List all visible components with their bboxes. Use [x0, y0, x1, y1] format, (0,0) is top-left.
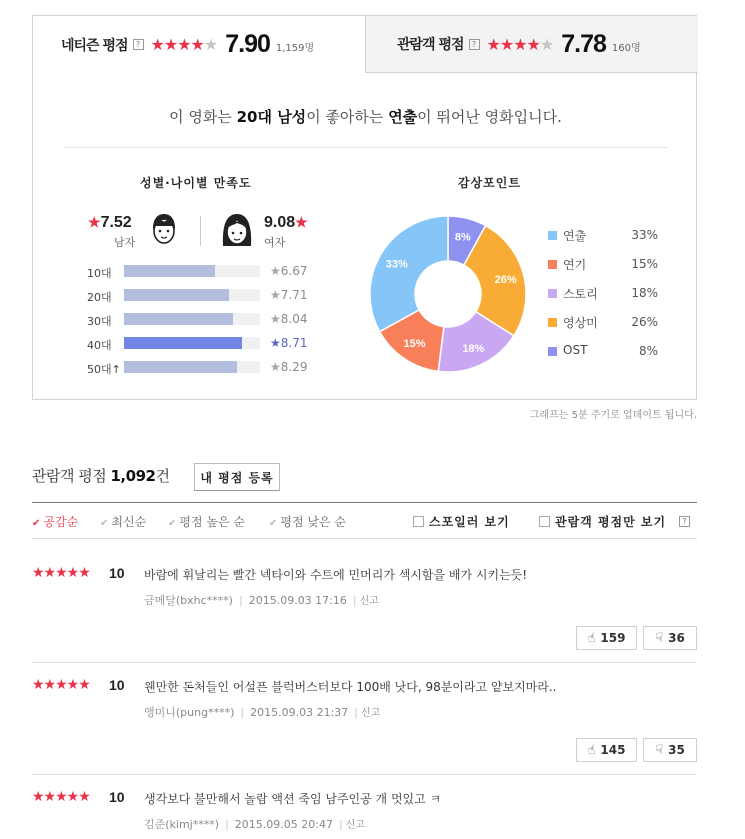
sort-by-score-low[interactable]: ✔ 평점 낮은 순	[269, 515, 346, 529]
age-score-value: 6.67	[280, 264, 308, 278]
age-bar	[124, 361, 237, 373]
legend-value: 18%	[631, 286, 658, 300]
age-label: 10대	[87, 267, 112, 280]
divider	[63, 147, 668, 148]
legend-item	[548, 342, 658, 360]
divider: |	[225, 818, 229, 831]
legend-label: 연기	[563, 258, 587, 272]
like-button[interactable]	[576, 738, 637, 762]
age-bar	[124, 337, 242, 349]
like-count: 145	[600, 742, 626, 757]
donut-slice-label: 8%	[454, 231, 471, 244]
legend-item	[548, 284, 658, 302]
review-stars: ★★★★★	[32, 789, 90, 805]
sort-bar	[32, 502, 697, 539]
age-bar-track	[124, 313, 260, 325]
review-date: 2015.09.03 17:16	[248, 594, 347, 607]
age-score-value: 8.04	[280, 312, 308, 326]
tab-label: 관람객 평점	[397, 37, 464, 53]
like-button[interactable]	[576, 626, 637, 650]
rating-score: 7.90	[225, 30, 270, 58]
check-icon: ✔	[32, 518, 41, 529]
update-note: 그래프는 5분 주기로 업데이트 됩니다.	[529, 410, 697, 421]
age-bar-track	[124, 361, 260, 373]
review-author[interactable]: 김준(kimj****)	[144, 818, 220, 831]
donut-slice-label: 26%	[494, 274, 517, 287]
legend-label: 영상미	[563, 316, 598, 330]
age-bar-row	[87, 311, 327, 327]
donut-slice-label: 18%	[462, 342, 485, 355]
thumbs-down-icon: ☟	[655, 742, 664, 758]
report-link[interactable]: 신고	[359, 596, 379, 607]
help-icon[interactable]: ?	[133, 39, 144, 50]
age-score	[270, 312, 307, 326]
viewing-points-donut-chart	[368, 214, 528, 374]
female-score: 9.08★	[264, 214, 308, 231]
rating-stars: ★★★★★	[150, 35, 218, 54]
age-score	[270, 360, 307, 374]
review-date: 2015.09.05 20:47	[234, 818, 333, 831]
review-item	[32, 775, 697, 839]
review-stars: ★★★★★	[32, 565, 90, 581]
divider: |	[240, 706, 245, 719]
age-score	[270, 336, 307, 350]
star-icon: ★	[270, 336, 281, 350]
legend-item	[548, 226, 658, 244]
dislike-button[interactable]	[643, 738, 697, 762]
star-icon: ★	[270, 288, 281, 302]
age-bar	[124, 313, 233, 325]
review-date: 2015.09.03 21:37	[250, 706, 349, 719]
audience-only-filter-checkbox[interactable]: 관람객 평점만 보기	[539, 513, 666, 530]
like-count: 159	[600, 630, 626, 645]
age-bar	[124, 289, 229, 301]
legend-item	[548, 255, 658, 273]
age-bar-row	[87, 263, 327, 279]
star-icon: ★	[270, 312, 281, 326]
age-bar-track	[124, 265, 260, 277]
review-score: 10	[109, 789, 125, 805]
age-score	[270, 288, 307, 302]
thumbs-up-icon: ☝	[587, 630, 596, 646]
age-label: 30대	[87, 315, 112, 328]
check-icon: ✔	[100, 518, 109, 529]
legend-swatch	[548, 347, 557, 356]
sort-by-sympathy[interactable]: ✔ 공감순	[32, 515, 79, 529]
report-link[interactable]: 신고	[345, 820, 365, 831]
thumbs-down-icon: ☟	[655, 630, 664, 646]
age-score-value: 8.29	[280, 360, 308, 374]
dislike-button[interactable]	[643, 626, 697, 650]
tab-netizen-rating[interactable]	[33, 16, 365, 73]
gender-scores	[88, 212, 328, 252]
donut-slice-label: 33%	[385, 258, 408, 271]
male-score: ★7.52	[88, 214, 132, 231]
audience-summary: 이 영화는 20대 남성이 좋아하는 연출이 뛰어난 영화입니다.	[169, 108, 562, 126]
legend-swatch	[548, 260, 557, 269]
review-text: 생각보다 불만해서 놀람 액션 죽임 남주인공 개 멋있고 ㅋ	[144, 792, 442, 806]
age-bar-track	[124, 337, 260, 349]
report-link[interactable]: 신고	[361, 708, 381, 719]
legend-label: 스토리	[563, 287, 598, 301]
donut-slice-label: 15%	[403, 338, 426, 351]
female-avatar-icon	[220, 212, 254, 250]
dislike-count: 36	[668, 630, 685, 645]
reviews-title: 관람객 평점 1,092건	[32, 467, 170, 485]
rating-score: 7.78	[561, 29, 606, 58]
age-score-value: 7.71	[280, 288, 308, 302]
age-bar-row	[87, 335, 327, 351]
legend-label: 연출	[563, 229, 587, 243]
legend-item	[548, 313, 658, 331]
age-bar-row	[87, 359, 327, 375]
divider: |	[352, 594, 357, 607]
star-icon: ★	[270, 360, 281, 374]
rating-count: 1,159명	[275, 43, 315, 54]
age-score	[270, 264, 307, 278]
legend-value: 8%	[638, 344, 658, 358]
tab-audience-rating[interactable]	[365, 16, 698, 73]
review-meta	[144, 704, 380, 720]
review-author[interactable]: 금메달(bxhc****)	[144, 594, 233, 607]
review-meta	[144, 592, 379, 608]
register-rating-button[interactable]: 내 평점 등록	[194, 463, 280, 491]
age-label: 20대	[87, 291, 112, 304]
divider: |	[338, 818, 343, 831]
help-icon[interactable]: ?	[469, 39, 480, 50]
review-score: 10	[109, 565, 125, 581]
age-score-value: 8.71	[280, 336, 308, 350]
sort-by-latest[interactable]: ✔ 최신순	[100, 515, 147, 529]
female-label: 여자	[264, 236, 286, 249]
check-icon: ✔	[168, 518, 177, 529]
divider: |	[354, 706, 358, 719]
sort-by-score-high[interactable]: ✔ 평점 높은 순	[168, 515, 245, 529]
age-bar-row	[87, 287, 327, 303]
legend-swatch	[548, 231, 557, 240]
spoiler-filter-checkbox[interactable]: 스포일러 보기	[413, 513, 510, 530]
check-icon: ✔	[269, 518, 278, 529]
donut-slice-연출	[370, 216, 448, 332]
rating-count: 160명	[611, 42, 641, 54]
satisfaction-title: 성별·나이별 만족도	[140, 176, 252, 190]
divider: |	[238, 594, 243, 607]
star-icon: ★	[270, 264, 281, 278]
checkbox-icon[interactable]	[413, 516, 424, 527]
review-text: 웬만한 돈처들인 어설픈 블럭버스터보다 100배 낫다, 98분이라고 얕보지마라..	[144, 680, 557, 694]
age-label: 50대↑	[87, 363, 121, 376]
male-avatar-icon	[148, 212, 180, 248]
legend-swatch	[548, 289, 557, 298]
chart-title: 감상포인트	[458, 176, 521, 190]
age-bar-track	[124, 289, 260, 301]
divider	[200, 216, 201, 246]
tab-label: 네티즌 평점	[61, 37, 128, 54]
male-label: 남자	[114, 236, 136, 249]
help-icon[interactable]: ?	[679, 516, 690, 527]
checkbox-icon[interactable]	[539, 516, 550, 527]
age-bar	[124, 265, 215, 277]
legend-swatch	[548, 318, 557, 327]
rating-stars: ★★★★★	[486, 34, 554, 54]
review-score: 10	[109, 677, 125, 693]
review-text: 바람에 휘날리는 빨간 넥타이와 수트에 민머리가 섹시함을 배가 시키는듯!	[144, 568, 528, 582]
review-item	[32, 663, 697, 775]
review-item	[32, 551, 697, 663]
legend-value: 26%	[631, 315, 658, 329]
thumbs-up-icon: ☝	[587, 742, 596, 758]
legend-value: 15%	[631, 257, 658, 271]
legend-value: 33%	[631, 228, 658, 242]
age-label: 40대	[87, 339, 112, 352]
review-meta	[144, 816, 365, 832]
dislike-count: 35	[668, 742, 685, 757]
review-stars: ★★★★★	[32, 677, 90, 693]
rating-panel	[32, 15, 697, 400]
review-author[interactable]: 앵미니(pung****)	[144, 706, 235, 719]
legend-label: OST	[563, 343, 588, 357]
